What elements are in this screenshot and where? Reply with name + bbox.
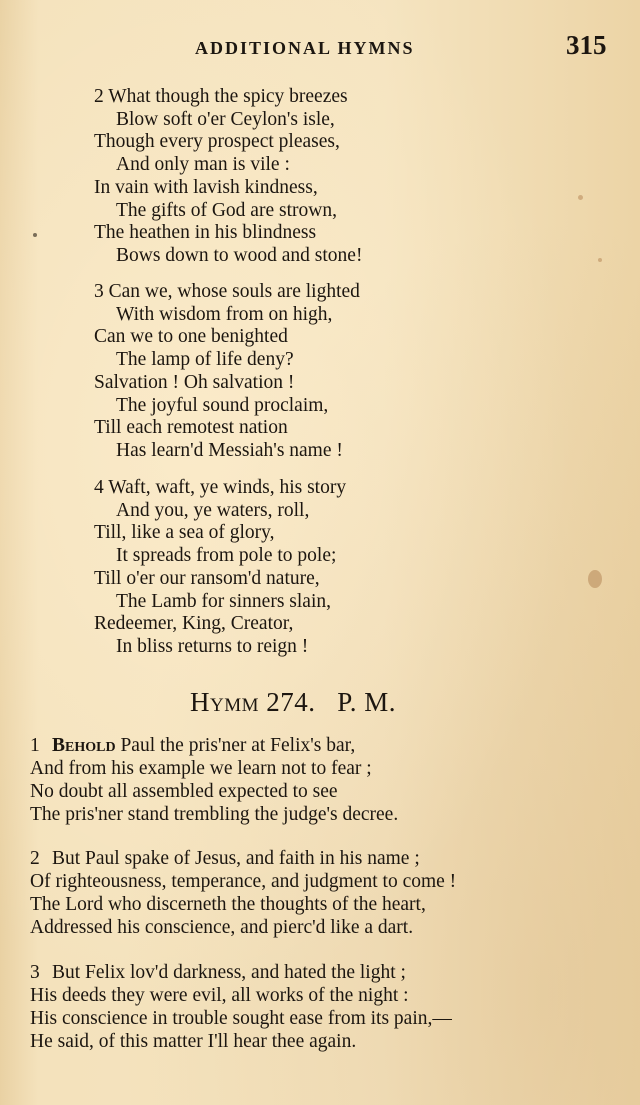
verse-line: Of righteousness, temperance, and judgment to come ! xyxy=(30,871,457,892)
stanza-number: 4 xyxy=(94,477,104,498)
verse-text: But Paul spake of Jesus, and faith in his name ; xyxy=(52,848,420,869)
stanza-number: 2 xyxy=(30,848,40,869)
verse-line: And you, ye waters, roll, xyxy=(116,499,310,521)
hymn-title xyxy=(190,687,396,718)
stanza-number: 3 xyxy=(30,962,40,983)
verse-line: He said, of this matter I'll hear thee again. xyxy=(30,1031,357,1052)
verse-line: The heathen in his blindness xyxy=(94,222,317,244)
verse-line: It spreads from pole to pole; xyxy=(116,545,337,567)
verse-line: No doubt all assembled expected to see xyxy=(30,781,338,802)
hymn-number: 274. xyxy=(266,687,316,717)
verse-line xyxy=(94,86,362,109)
verse-line: The Lord who discerneth the thoughts of the heart, xyxy=(30,894,426,915)
first-word: Behold xyxy=(52,735,116,756)
stanza-number: 3 xyxy=(94,281,104,302)
verse-line: His deeds they were evil, all works of the night : xyxy=(30,985,409,1006)
verse-line: Has learn'd Messiah's name ! xyxy=(116,439,343,461)
paper-stain xyxy=(588,570,602,588)
verse-line: Bows down to wood and stone! xyxy=(116,244,363,266)
verse-line: And from his example we learn not to fear ; xyxy=(30,758,372,779)
verse-line: Addressed his conscience, and pierc'd like a dart. xyxy=(30,917,414,938)
page-number: 315 xyxy=(566,30,607,60)
verse-line: His conscience in trouble sought ease from its pain,— xyxy=(30,1008,452,1029)
running-header: ADDITIONAL HYMNS xyxy=(195,38,415,58)
stanza-4 xyxy=(94,477,346,659)
verse-line: And only man is vile : xyxy=(116,154,290,176)
verse-text: Can we, whose souls are lighted xyxy=(108,281,360,302)
verse-line: Till, like a sea of glory, xyxy=(94,522,275,544)
verse-line: Redeemer, King, Creator, xyxy=(94,613,294,635)
stanza-2 xyxy=(94,86,362,268)
verse-line: Though every prospect pleases, xyxy=(94,131,340,153)
paper-speck xyxy=(598,258,602,262)
verse-line: The lamp of life deny? xyxy=(116,349,294,371)
verse-line: Blow soft o'er Ceylon's isle, xyxy=(116,108,335,130)
verse-text: Paul the pris'ner at Felix's bar, xyxy=(115,735,356,756)
verse-text: What though the spicy breezes xyxy=(108,86,348,107)
verse-line: Till each remotest nation xyxy=(94,417,288,439)
stanza-number: 1 xyxy=(30,735,40,756)
verse-line: In bliss returns to reign ! xyxy=(116,635,309,657)
verse-line: With wisdom from on high, xyxy=(116,303,333,325)
verse-line: The gifts of God are strown, xyxy=(116,199,337,221)
hymn-meter: P. M. xyxy=(337,687,397,717)
verse-line xyxy=(30,961,452,984)
paper-speck xyxy=(33,233,37,237)
verse-line: In vain with lavish kindness, xyxy=(94,176,318,198)
verse-line xyxy=(30,734,398,757)
verse-line xyxy=(30,847,456,870)
hymn-274-stanza-1 xyxy=(30,734,398,826)
verse-line: Salvation ! Oh salvation ! xyxy=(94,371,295,393)
verse-line: The pris'ner stand trembling the judge's decree. xyxy=(30,804,399,825)
paper-speck xyxy=(578,195,583,200)
hymn-274-stanza-3 xyxy=(30,961,452,1053)
hymn-title-word: Hymm xyxy=(190,687,260,717)
verse-text: But Felix lov'd darkness, and hated the light ; xyxy=(52,962,406,983)
hymn-274-stanza-2 xyxy=(30,847,456,939)
verse-line: The Lamb for sinners slain, xyxy=(116,590,331,612)
verse-line: Till o'er our ransom'd nature, xyxy=(94,567,320,589)
verse-text: Waft, waft, ye winds, his story xyxy=(108,477,347,498)
verse-line xyxy=(94,281,360,304)
verse-line xyxy=(94,477,346,500)
stanza-number: 2 xyxy=(94,86,104,107)
verse-line: Can we to one benighted xyxy=(94,326,288,348)
verse-line: The joyful sound proclaim, xyxy=(116,394,329,416)
stanza-3 xyxy=(94,281,360,463)
